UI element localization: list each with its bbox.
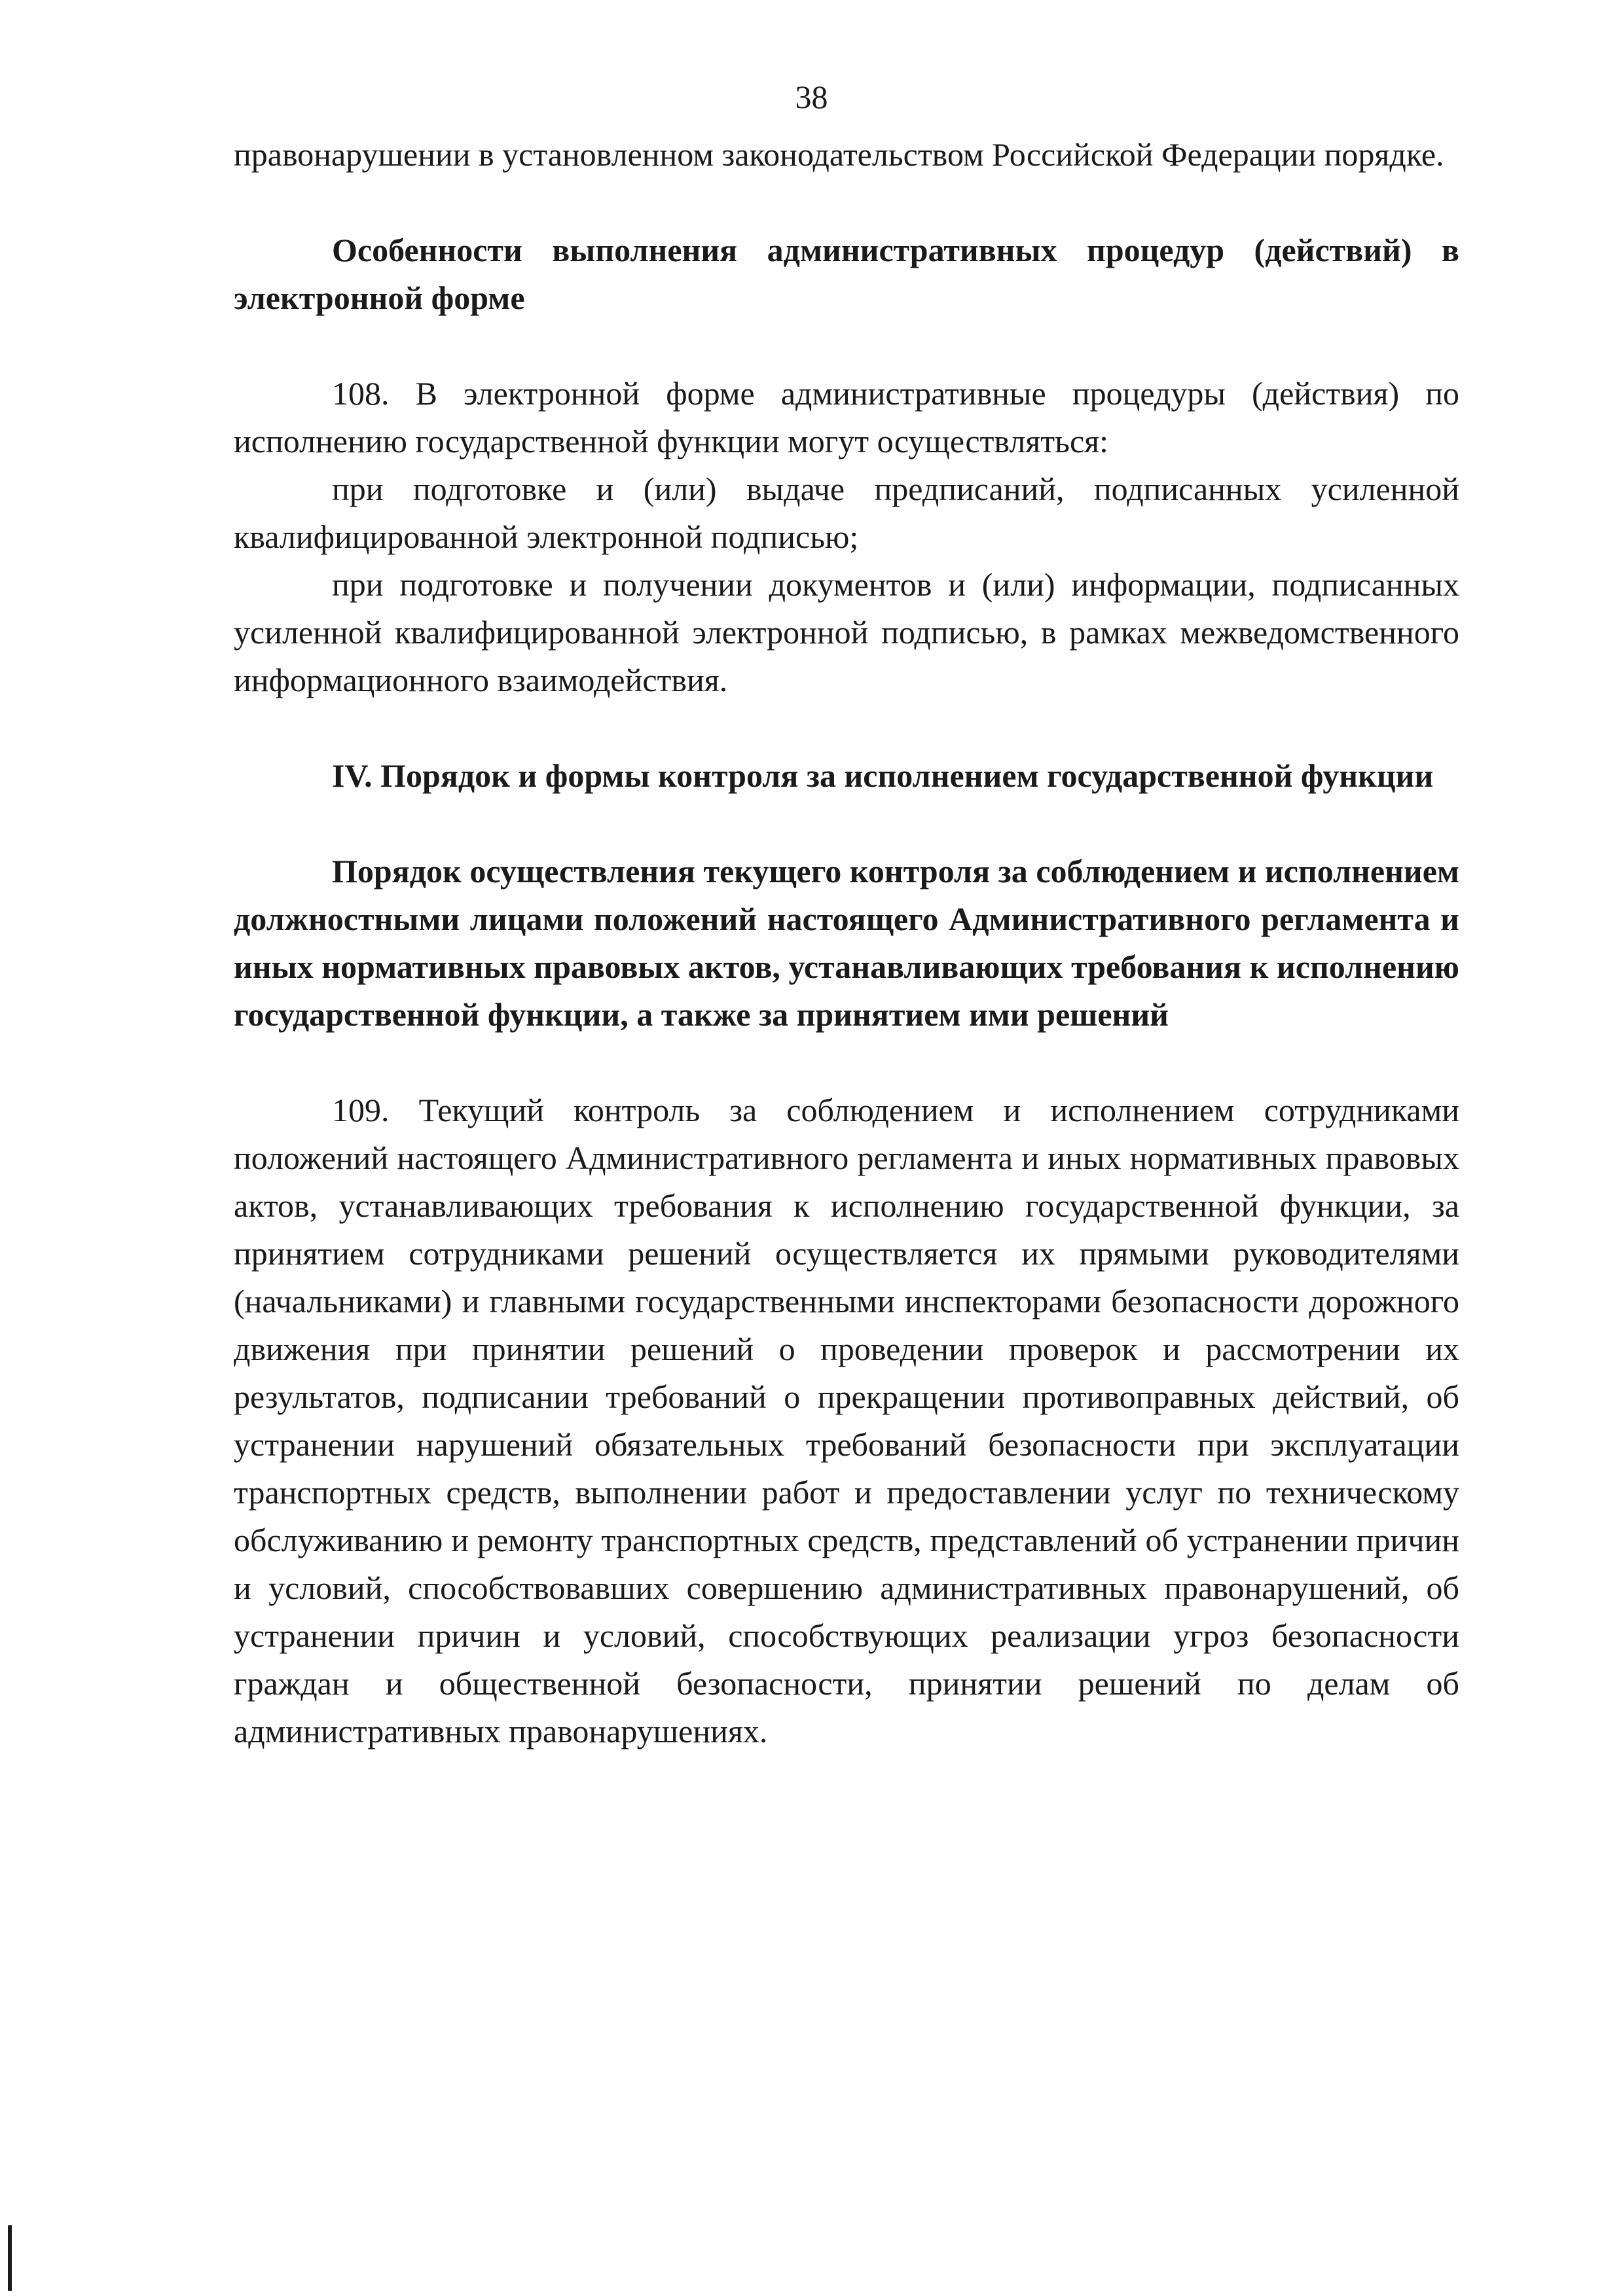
paragraph-109	[234, 1086, 1459, 1755]
subheading-current-control: Порядок осуществления текущего контроля за соблюдением и исполнением должностными лицами положений настоящего Административного регламента и иных нормативных правовых актов, устанавливающих требования к исполнению государственной функции, а также за принятием ими решений	[234, 853, 1459, 1033]
document-body	[234, 131, 1459, 1755]
page-number: 38	[795, 79, 828, 115]
paragraph-108-text: В электронной форме административные процедуры (действия) по исполнению государственной функции могут осуществляться:	[234, 375, 1460, 459]
paragraph-109-number: 109.	[332, 1092, 390, 1128]
paragraph-108-sub-1: при подготовке и (или) выдаче предписаний, подписанных усиленной квалифицированной электронной подписью;	[234, 471, 1459, 555]
heading-electronic-form: Особенности выполнения административных процедур (действий) в электронной форме	[234, 232, 1459, 316]
section-iv-heading: IV. Порядок и формы контроля за исполнением государственной функции	[332, 757, 1434, 794]
paragraph-109-text: Текущий контроль за соблюдением и исполнением сотрудниками положений настоящего Административного регламента и иных нормативных правовых актов, устанавливающих требования к исполнению государственной функции, за принятием сотрудниками решений осуществляется их прямыми руководителями (начальниками) и главными государственными инспекторами безопасности дорожного движения при принятии решений о проведении проверок и рассмотрении их результатов, подписании требований о прекращении противоправных действий, об устранении нарушений обязательных требований безопасности при эксплуатации транспортных средств, выполнении работ и предоставлении услуг по техническому обслуживанию и ремонту транспортных средств, представлений об устранении причин и условий, способствовавших совершению административных правонарушений, об устранении причин и условий, способствующих реализации угроз безопасности граждан и общественной безопасности, принятии решений по делам об административных правонарушениях.	[234, 1092, 1459, 1749]
paragraph-108-number: 108.	[332, 375, 390, 412]
paragraph-108	[234, 370, 1459, 465]
paragraph-108-sub-2: при подготовке и получении документов и (или) информации, подписанных усиленной квалифицированной электронной подписью, в рамках межведомственного информационного взаимодействия.	[234, 566, 1459, 698]
intro-paragraph: правонарушении в установленном законодательством Российской Федерации порядке.	[234, 136, 1444, 173]
scan-margin-mark	[8, 2225, 12, 2291]
